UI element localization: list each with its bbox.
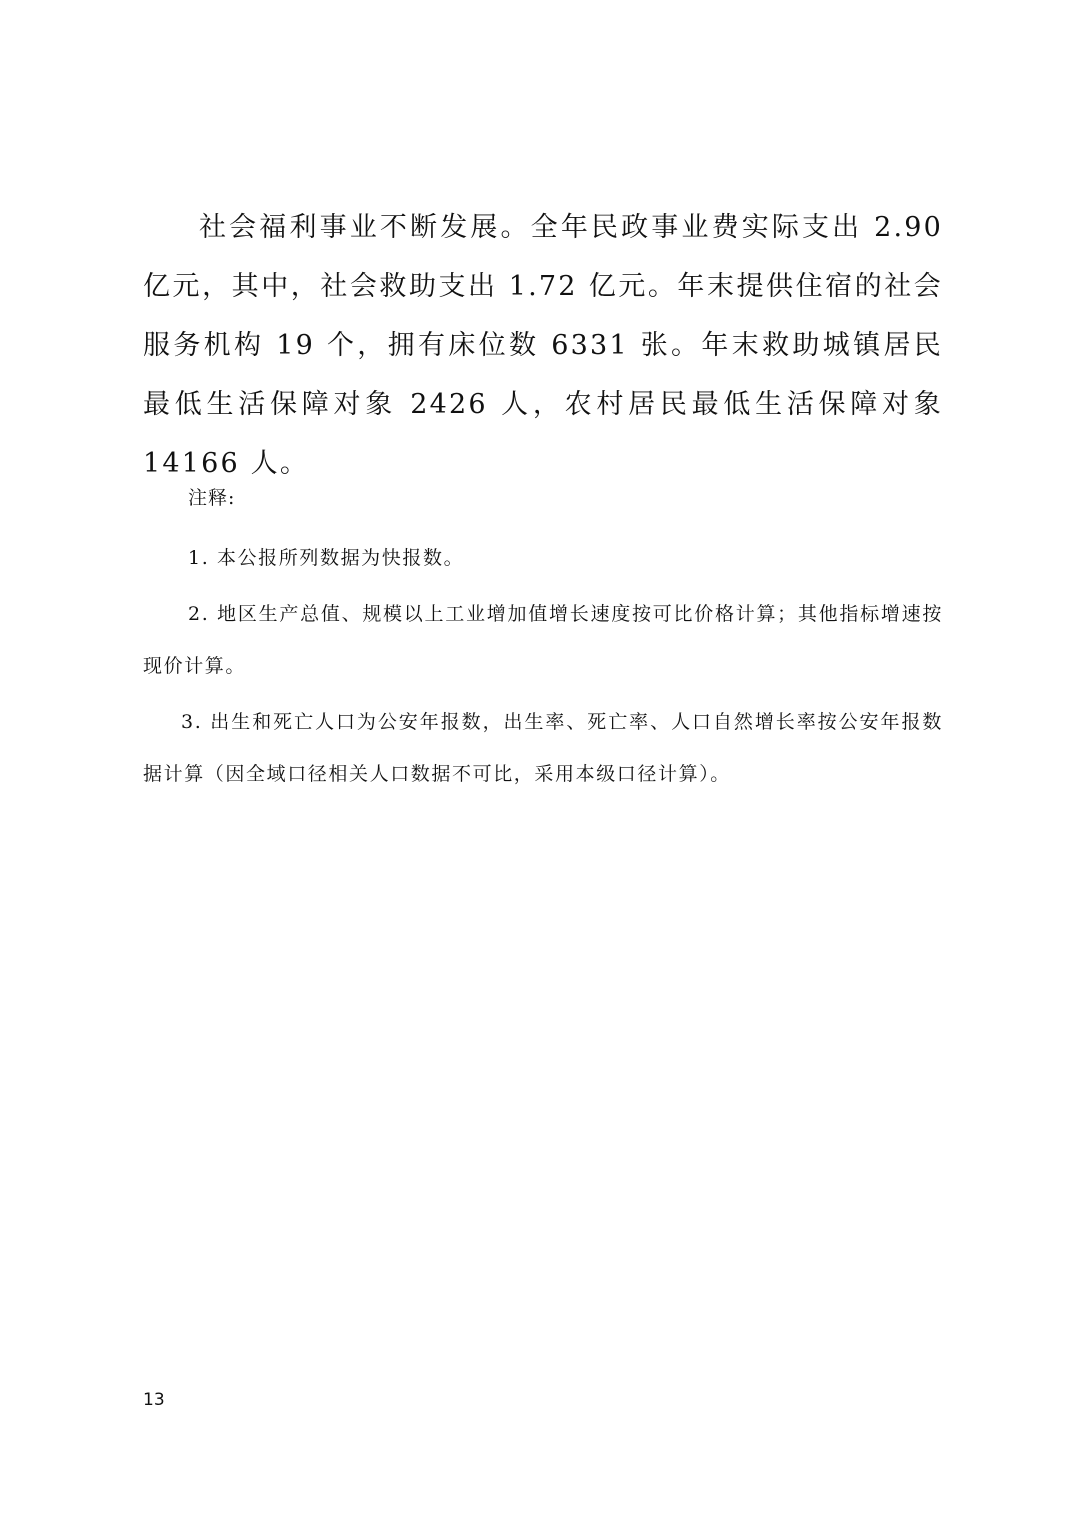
note-item-3: 3. 出生和死亡人口为公安年报数，出生率、死亡率、人口自然增长率按公安年报数据计算（因全域口径相关人口数据不可比，采用本级口径计算）。 <box>143 711 943 785</box>
social-welfare-paragraph: 社会福利事业不断发展。全年民政事业费实际支出 2.90 亿元，其中，社会救助支出 1.72 亿元。年末提供住宿的社会服务机构 19 个，拥有床位数 6331 张。年末救助城镇居民最低生活保障对象 2426 人，农村居民最低生活保障对象 14166 人。 <box>143 212 943 479</box>
page-number: 13 <box>143 1390 165 1410</box>
note-item-1: 1. 本公报所列数据为快报数。 <box>188 547 465 569</box>
notes-section <box>143 478 943 800</box>
notes-heading: 注释: <box>188 487 236 509</box>
note-item-2: 2. 地区生产总值、规模以上工业增加值增长速度按可比价格计算；其他指标增速按现价计算。 <box>143 603 943 677</box>
